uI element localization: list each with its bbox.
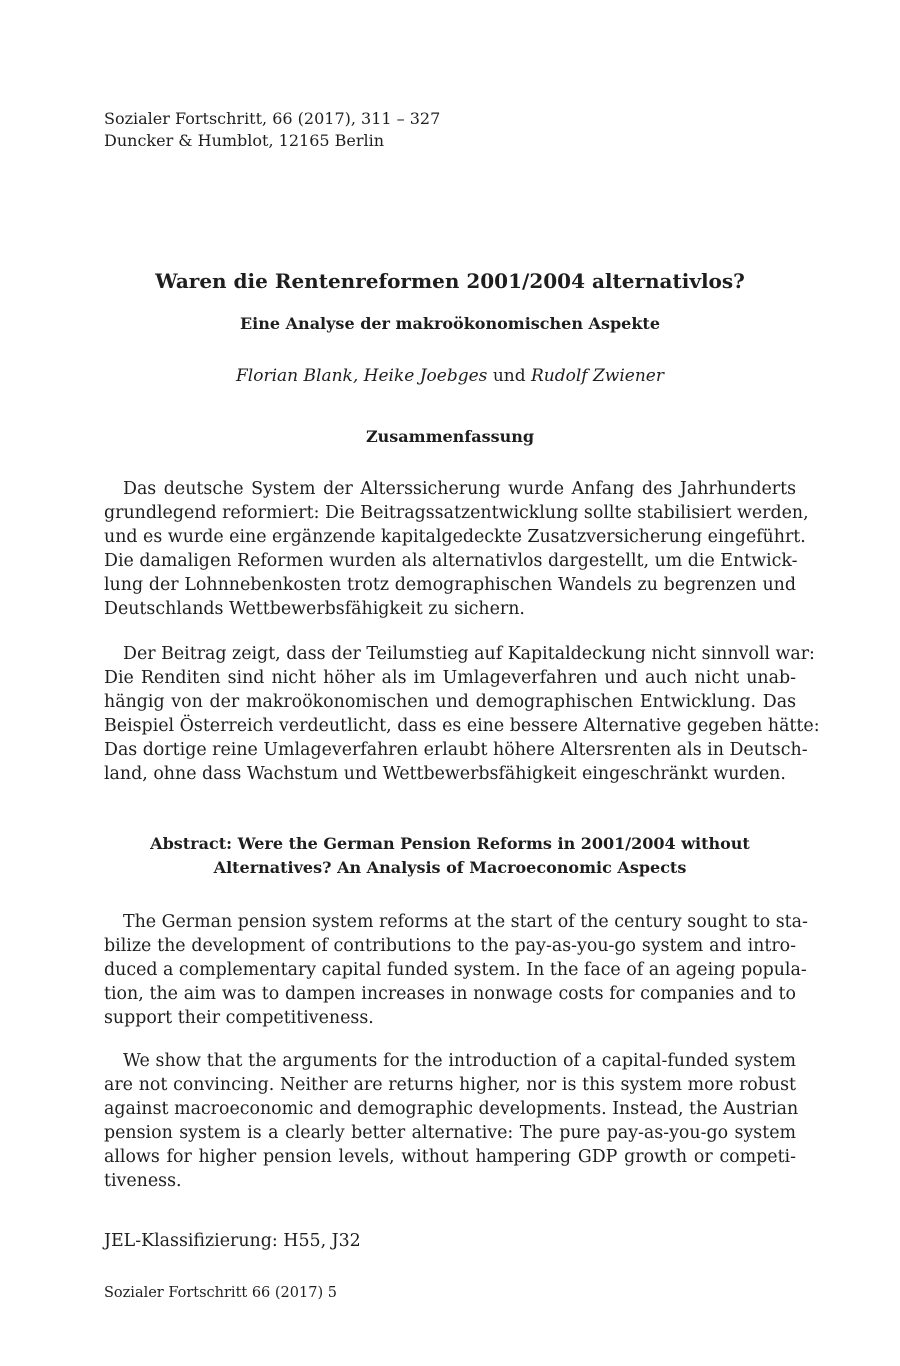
text-line: Die Renditen sind nicht höher als im Umlageverfahren und auch nicht unab- <box>104 668 796 688</box>
text-line: bilize the development of contributions to the pay-as-you-go system and intro- <box>104 936 796 956</box>
text-line: Beispiel Österreich verdeutlicht, dass es eine bessere Alternative gegeben hätte: <box>104 716 820 736</box>
text-line: grundlegend reformiert: Die Beitragssatzentwicklung sollte stabilisiert werden, <box>104 503 809 523</box>
abstract-heading <box>0 832 900 880</box>
text-line: hängig von der makroökonomischen und demographischen Entwicklung. Das <box>104 692 796 712</box>
paper-subtitle: Eine Analyse der makroökonomischen Aspekte <box>239 314 660 333</box>
text-line: The German pension system reforms at the start of the century sought to sta- <box>123 912 808 932</box>
abstract-heading-line: Abstract: Were the German Pension Reforms in 2001/2004 without <box>150 834 750 853</box>
author-name: Rudolf Zwiener <box>531 366 664 386</box>
summary-paragraph-2 <box>104 642 820 786</box>
text-line: Das dortige reine Umlageverfahren erlaubt höhere Altersrenten als in Deutsch- <box>104 740 808 760</box>
text-line: tiveness. <box>104 1171 182 1191</box>
text-line: We show that the arguments for the introduction of a capital-funded system <box>123 1051 796 1071</box>
author-connector: und <box>492 366 526 386</box>
jel-classification: JEL-Klassifizierung: H55, J32 <box>104 1231 361 1251</box>
text-line: against macroeconomic and demographic developments. Instead, the Austrian <box>104 1099 799 1119</box>
text-line: land, ohne dass Wachstum und Wettbewerbsfähigkeit eingeschränkt wurden. <box>104 764 786 784</box>
abstract-heading-line: Alternatives? An Analysis of Macroeconomic Aspects <box>213 858 687 877</box>
publisher-line: Duncker & Humblot, 12165 Berlin <box>104 131 385 150</box>
abstract-paragraph-1 <box>104 910 808 1030</box>
text-line: Der Beitrag zeigt, dass der Teilumstieg auf Kapitaldeckung nicht sinnvoll war: <box>123 644 815 664</box>
journal-header <box>104 108 440 152</box>
summary-paragraph-1 <box>104 477 809 621</box>
author-name: Florian Blank, <box>236 366 359 386</box>
text-line: duced a complementary capital funded system. In the face of an ageing popula- <box>104 960 807 980</box>
page-footer: Sozialer Fortschritt 66 (2017) 5 <box>104 1285 337 1301</box>
abstract-paragraph-2 <box>104 1049 799 1193</box>
text-line: allows for higher pension levels, without hampering GDP growth or competi- <box>104 1147 796 1167</box>
text-line: und es wurde eine ergänzende kapitalgedeckte Zusatzversicherung eingeführt. <box>104 527 806 547</box>
text-line: tion, the aim was to dampen increases in nonwage costs for companies and to <box>104 984 796 1004</box>
text-line: lung der Lohnnebenkosten trotz demographischen Wandels zu begrenzen und <box>104 575 796 595</box>
author-list <box>0 365 900 387</box>
summary-heading: Zusammenfassung <box>365 427 535 446</box>
text-line: are not convincing. Neither are returns higher, nor is this system more robust <box>104 1075 796 1095</box>
journal-citation: Sozialer Fortschritt, 66 (2017), 311 – 327 <box>104 109 441 128</box>
text-line: Die damaligen Reformen wurden als alternativlos dargestellt, um die Entwick- <box>104 551 798 571</box>
text-line: Deutschlands Wettbewerbsfähigkeit zu sichern. <box>104 599 525 619</box>
text-line: pension system is a clearly better alternative: The pure pay-as-you-go system <box>104 1123 796 1143</box>
paper-title: Waren die Rentenreformen 2001/2004 alternativlos? <box>155 269 745 293</box>
text-line: Das deutsche System der Alterssicherung wurde Anfang des Jahrhunderts <box>123 479 796 499</box>
author-name: Heike Joebges <box>363 366 488 386</box>
text-line: support their competitiveness. <box>104 1008 374 1028</box>
